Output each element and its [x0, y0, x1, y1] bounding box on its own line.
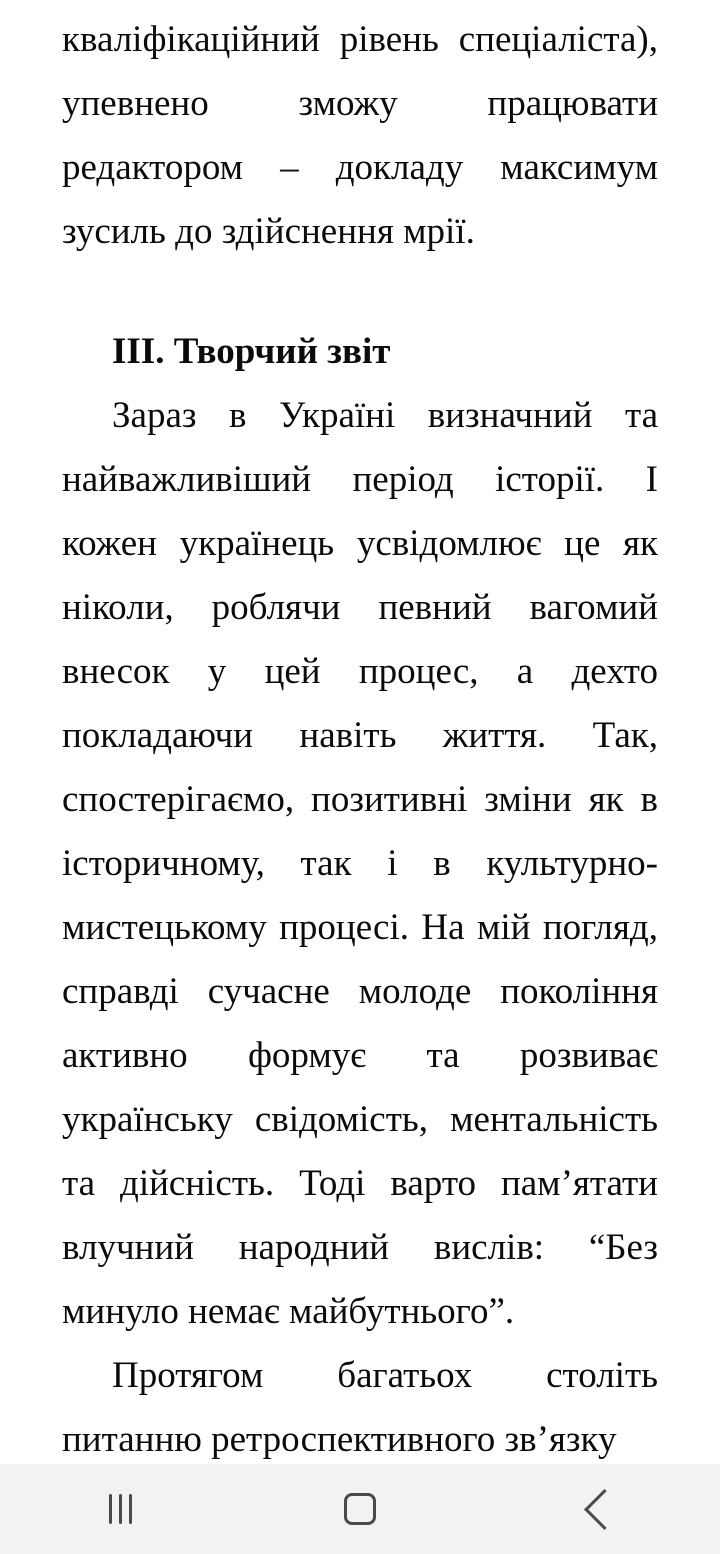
document-body [62, 0, 658, 1464]
paragraph-continued: кваліфікаційний рівень спеціаліста), упевнено зможу працювати редактором – докладу максимум зусиль до здійснення мрії. [62, 19, 658, 252]
back-chevron-icon [583, 1488, 624, 1529]
paragraph-spacer [62, 264, 658, 320]
paragraph-1: Зараз в Україні визначний та найважливіший період історії. І кожен українець усвідомлює це як ніколи, роблячи певний вагомий внесок у цей процес, а дехто покладаючи навіть життя. Так, спостерігаємо, позитивні зміни як в історичному, так і в культурно-мистецькому процесі. На мій погляд, справді сучасне молоде покоління активно формує та розвиває українську свідомість, ментальність та дійсність. Тоді варто пам’ятати влучний народний вислів: “Без минуло немає майбутнього”. [62, 395, 658, 1332]
android-navigation-bar [0, 1464, 720, 1554]
section-heading: III. Творчий звіт [112, 331, 391, 372]
home-icon [344, 1493, 376, 1525]
back-button[interactable] [540, 1464, 660, 1554]
paragraph-2: Протягом багатьох століть питанню ретроспективного зв’язку [62, 1355, 658, 1460]
recent-apps-button[interactable] [60, 1464, 180, 1554]
home-button[interactable] [300, 1464, 420, 1554]
recent-apps-icon [109, 1494, 132, 1524]
